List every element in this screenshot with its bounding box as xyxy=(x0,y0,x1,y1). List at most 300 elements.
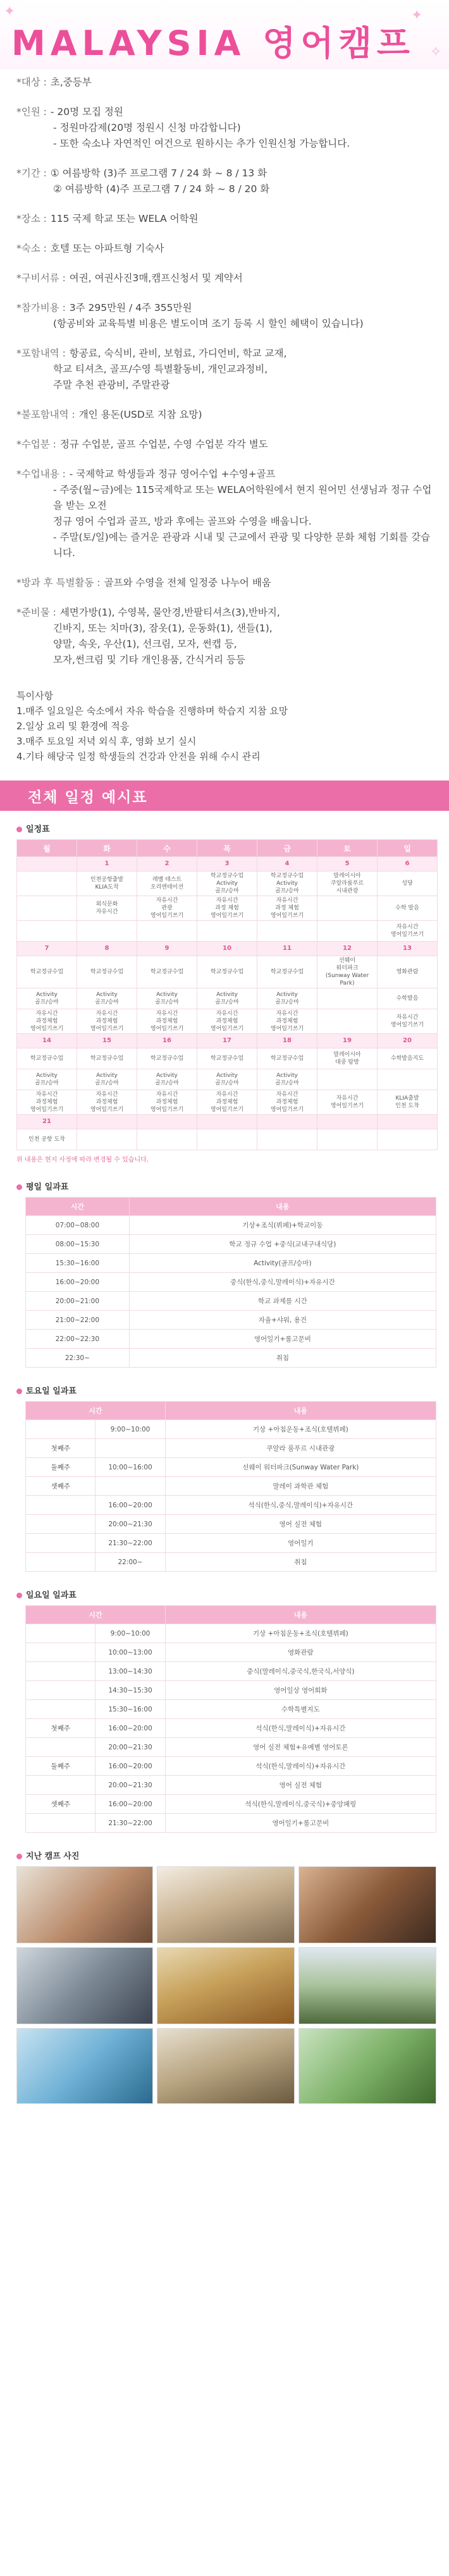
camp-photo xyxy=(298,2028,436,2104)
schedule-row xyxy=(26,1776,436,1795)
photos-title xyxy=(16,1849,449,1861)
calendar-activity: 학교정규수업 Activity 골프/승마 xyxy=(197,872,257,896)
calendar-activity: 학교정규수업 Activity 골프/승마 xyxy=(257,872,317,896)
schedule-activity: 선웨이 워터파크(Sunway Water Park) xyxy=(165,1458,436,1477)
schedule-header: 내용 xyxy=(165,1606,436,1624)
info-label: *구비서류 : xyxy=(16,272,66,284)
calendar-day-number: 16 xyxy=(137,1034,197,1048)
calendar-day-number xyxy=(317,1115,378,1129)
schedule-activity: 석식(한식,중식,말레이식)+자유시간 xyxy=(165,1496,436,1515)
info-label: *수업분 : xyxy=(16,439,56,450)
calendar-activity: 학교정규수업 xyxy=(197,1048,257,1069)
camp-photo xyxy=(157,1947,295,2024)
schedule-time: 15:30~16:00 xyxy=(95,1700,165,1719)
calendar-day-number: 6 xyxy=(378,857,438,872)
photo-gallery xyxy=(16,1866,436,2106)
calendar-day-number: 1 xyxy=(77,857,137,872)
bullet-icon xyxy=(16,1593,22,1598)
info-label: *숙소 : xyxy=(16,243,47,254)
schedule-time: 07:00~08:00 xyxy=(26,1216,130,1235)
calendar-activity: Activity 골프/승마 xyxy=(137,988,197,1009)
schedule-row xyxy=(26,1719,436,1738)
calendar-activity: 학교정규수업 xyxy=(77,956,137,988)
schedule-row xyxy=(26,1757,436,1776)
calendar-day-number xyxy=(137,1115,197,1129)
calendar-activity: 수학발음지도 xyxy=(378,1048,438,1069)
calendar-activity xyxy=(77,1129,137,1150)
calendar-day-number: 20 xyxy=(378,1034,438,1048)
schedule-activity: 석식(한식,말레이식)+자유시간 xyxy=(165,1719,436,1738)
calendar-activity: 학교정규수업 xyxy=(197,956,257,988)
star-icon: ✦ xyxy=(4,4,16,20)
saturday-title-text: 토요일 일과표 xyxy=(26,1387,77,1396)
schedule-activity: 영어 실전 체험+유예별 영어토론 xyxy=(165,1738,436,1757)
calendar-activity: Activity 골프/승마 xyxy=(77,988,137,1009)
schedule-row xyxy=(26,1458,436,1477)
schedule-row xyxy=(26,1814,436,1833)
schedule-time: 20:00~21:30 xyxy=(95,1515,165,1534)
schedule-row xyxy=(26,1273,436,1292)
calendar-activity: 자유시간 과정체험 영어일기쓰기 xyxy=(17,1090,77,1115)
schedule-activity: 영어 실전 체험 xyxy=(165,1515,436,1534)
calendar-day-number: 10 xyxy=(197,942,257,956)
info-line: 모자,썬크림 및 기타 개인용품, 간식거리 등등 xyxy=(53,654,246,665)
calendar-day-number: 18 xyxy=(257,1034,317,1048)
calendar-day-row xyxy=(17,942,438,956)
calendar-day-number: 19 xyxy=(317,1034,378,1048)
schedule-activity: 말레이 과학관 체험 xyxy=(165,1477,436,1496)
schedule-activity: 기상+조식(뷔페)+학교이동 xyxy=(129,1216,436,1235)
schedule-week xyxy=(26,1700,95,1719)
calendar-activity: 자유시간 과정 체험 영어일기쓰기 xyxy=(257,896,317,921)
camp-photo xyxy=(157,1866,295,1943)
calendar-activity xyxy=(197,921,257,942)
calendar-header-row xyxy=(17,840,438,857)
schedule-header-row xyxy=(26,1606,436,1624)
calendar-activity: 성당 xyxy=(378,872,438,896)
schedule-activity: 석식(한식,말레이식,중국식)+중앙패링 xyxy=(165,1795,436,1814)
schedule-activity: Activity(골프/승마) xyxy=(129,1254,436,1273)
schedule-week: 첫째주 xyxy=(26,1439,95,1458)
calendar-activity xyxy=(378,1129,438,1150)
schedule-activity: 기상 +아침운동+조식(호텔뷔페) xyxy=(165,1420,436,1439)
schedule-row xyxy=(26,1235,436,1254)
schedule-row xyxy=(26,1330,436,1349)
calendar-day-number xyxy=(378,1115,438,1129)
calendar-activity-row xyxy=(17,1009,438,1034)
calendar-activity: 학교정규수업 xyxy=(77,1048,137,1069)
schedule-week xyxy=(26,1553,95,1572)
schedule-time: 08:00~15:30 xyxy=(26,1235,130,1254)
calendar-activity: 자유시간 과정체험 영어일기쓰기 xyxy=(17,1009,77,1034)
calendar-activity xyxy=(17,921,77,942)
schedule-week xyxy=(26,1643,95,1662)
calendar-activity-row xyxy=(17,988,438,1009)
calendar-day-number: 2 xyxy=(137,857,197,872)
schedule-time: 16:00~20:00 xyxy=(26,1273,130,1292)
schedule-row xyxy=(26,1534,436,1553)
calendar-day-number xyxy=(197,1115,257,1129)
schedule-time: 22:00~ xyxy=(95,1553,165,1572)
schedule-activity: 학교 정규 수업 +중식(교내구내식당) xyxy=(129,1235,436,1254)
calendar-activity-row xyxy=(17,1090,438,1115)
info-label: *불포함내역 : xyxy=(16,409,75,420)
weekday-title-text: 평일 일과표 xyxy=(26,1182,69,1192)
calendar-activity: Activity 골프/승마 xyxy=(257,1069,317,1090)
calendar-activity: Activity 골프/승마 xyxy=(17,988,77,1009)
calendar-caption: 위 내용은 현지 사정에 따라 변경될 수 있습니다. xyxy=(16,1157,149,1163)
info-line: - 주중(월~금)에는 115국제학교 또는 WELA어학원에서 현지 원어민 선생님과 정규 수업을 받는 오전 xyxy=(53,484,432,511)
schedule-row xyxy=(26,1292,436,1311)
info-item xyxy=(16,605,433,668)
schedule-week xyxy=(26,1738,95,1757)
info-item xyxy=(16,300,433,332)
calendar-activity xyxy=(257,921,317,942)
schedule-activity: 영어일기+롤고문비 xyxy=(165,1814,436,1833)
calendar-day-number: 13 xyxy=(378,942,438,956)
schedule-activity: 영어일상 영어회화 xyxy=(165,1681,436,1700)
schedule-row xyxy=(26,1349,436,1368)
note-item: 3.매주 토요일 저녁 외식 후, 영화 보기 실시 xyxy=(16,736,197,747)
calendar-activity: 선웨이 워터파크 (Sunway Water Park) xyxy=(317,956,378,988)
info-line: 학교 티셔츠, 골프/수영 특별활동비, 개인교과정비, xyxy=(53,363,268,375)
info-label: *수업내용 : xyxy=(16,468,66,480)
calendar-title-text: 일정표 xyxy=(26,825,50,834)
calendar-day-number: 17 xyxy=(197,1034,257,1048)
bullet-icon xyxy=(16,1184,22,1190)
calendar-activity-row xyxy=(17,896,438,921)
calendar-day-number: 21 xyxy=(17,1115,77,1129)
schedule-week xyxy=(26,1515,95,1534)
schedule-row xyxy=(26,1311,436,1330)
calendar-activity xyxy=(317,921,378,942)
calendar-activity: 말레이시아 대중 탐방 xyxy=(317,1048,378,1069)
calendar-activity: 자유시간 과정체험 영어일기쓰기 xyxy=(77,1009,137,1034)
weekday-table xyxy=(25,1197,436,1368)
calendar-activity xyxy=(317,1069,378,1090)
calendar-activity: 자유시간 영어일기쓰기 xyxy=(378,1009,438,1034)
calendar-activity xyxy=(17,872,77,896)
schedule-header-row xyxy=(26,1402,436,1420)
schedule-week: 셋째주 xyxy=(26,1795,95,1814)
schedule-time: 20:00~21:30 xyxy=(95,1776,165,1795)
schedule-activity: 영화관람 xyxy=(165,1643,436,1662)
schedule-header: 시간 xyxy=(26,1606,166,1624)
calendar-day-row xyxy=(17,1115,438,1129)
calendar-activity: 학교정규수업 xyxy=(137,956,197,988)
weekday-title xyxy=(16,1180,449,1192)
calendar-activity-row xyxy=(17,1129,438,1150)
calendar-activity: 레벨 테스트 오리엔테이션 xyxy=(137,872,197,896)
schedule-week xyxy=(26,1420,95,1439)
calendar-day-number: 7 xyxy=(17,942,77,956)
schedule-row xyxy=(26,1477,436,1496)
info-line: - 국제학교 학생들과 정규 영어수업 +수영+골프 xyxy=(69,468,276,480)
schedule-time: 22:30~ xyxy=(26,1349,130,1368)
calendar-activity: 영화관람 xyxy=(378,956,438,988)
info-line: 정규 영어 수업과 골프, 방과 후에는 골프와 수영을 배웁니다. xyxy=(53,516,312,527)
calendar-activity: 말레이시아 쿠알라룸푸르 시내관광 xyxy=(317,872,378,896)
schedule-activity: 쿠알라 룸푸르 시내관광 xyxy=(165,1439,436,1458)
info-label: *기간 : xyxy=(16,167,47,179)
schedule-row xyxy=(26,1496,436,1515)
calendar-activity-row xyxy=(17,921,438,942)
calendar-day-number: 4 xyxy=(257,857,317,872)
photos-title-text: 지난 캠프 사진 xyxy=(26,1852,80,1861)
schedule-time: 16:00~20:00 xyxy=(95,1757,165,1776)
calendar-activity xyxy=(378,1069,438,1090)
schedule-week: 셋째주 xyxy=(26,1477,95,1496)
info-label: *포함내역 : xyxy=(16,348,66,359)
calendar-day-number: 3 xyxy=(197,857,257,872)
schedule-activity: 중식(한식,중식,말레이식)+자유시간 xyxy=(129,1273,436,1292)
calendar-weekday: 월 xyxy=(17,840,77,857)
schedule-row xyxy=(26,1700,436,1719)
info-item xyxy=(16,466,433,561)
info-line: - 또한 숙소나 자연적인 여건으로 원하시는 추가 인원신청 가능합니다. xyxy=(53,138,350,149)
info-line: 주말 추천 관광비, 주말관광 xyxy=(53,379,170,391)
calendar-activity: 자유시간 과정체험 영어일기쓰기 xyxy=(197,1009,257,1034)
calendar-title xyxy=(16,822,449,834)
calendar-day-number: 14 xyxy=(17,1034,77,1048)
info-item xyxy=(16,575,433,591)
calendar-activity: 수학발음 xyxy=(378,988,438,1009)
calendar-activity-row xyxy=(17,956,438,988)
schedule-week xyxy=(26,1814,95,1833)
schedule-activity: 중식(말레이식,중국식,한국식,서양식) xyxy=(165,1662,436,1681)
page-title: MALAYSIA 영어캠프 xyxy=(11,23,415,63)
schedule-time: 21:00~22:00 xyxy=(26,1311,130,1330)
note-item: 4.기타 해당국 일정 학생들의 건강과 안전을 위해 수시 관리 xyxy=(16,751,261,762)
schedule-time: 9:00~10:00 xyxy=(95,1624,165,1643)
info-line: - 주말(토/일)에는 즐거운 관광과 시내 및 근교에서 관광 및 다양한 문화 체험 기회를 갖습니다. xyxy=(53,532,431,559)
schedule-time: 14:30~15:30 xyxy=(95,1681,165,1700)
camp-photo xyxy=(157,2028,295,2104)
info-line: ② 여름방학 (4)주 프로그램 7 / 24 화 ~ 8 / 20 화 xyxy=(53,183,270,195)
note-item: 2.일상 요리 및 환경에 적응 xyxy=(16,720,130,732)
calendar-activity: Activity 골프/승마 xyxy=(77,1069,137,1090)
info-line: ① 여름방학 (3)주 프로그램 7 / 24 화 ~ 8 / 13 화 xyxy=(50,167,268,179)
calendar-day-number: 11 xyxy=(257,942,317,956)
schedule-activity: 영어일기+롤고문비 xyxy=(129,1330,436,1349)
info-line: 호텔 또는 아파트형 기숙사 xyxy=(50,243,164,254)
notes-heading: 특이사항 xyxy=(16,690,53,702)
info-line: 개인 용돈(USD로 지참 요망) xyxy=(78,409,202,420)
schedule-activity: 영어 실전 체험 xyxy=(165,1776,436,1795)
calendar-activity: 자유시간 과정체험 영어일기쓰기 xyxy=(77,1090,137,1115)
info-item xyxy=(16,346,433,393)
schedule-week xyxy=(26,1624,95,1643)
calendar-activity: 학교정규수업 xyxy=(257,956,317,988)
calendar-activity xyxy=(137,921,197,942)
calendar-weekday: 금 xyxy=(257,840,317,857)
info-item xyxy=(16,241,433,257)
calendar-day-number xyxy=(77,1115,137,1129)
info-label: *방과 후 특별활동 : xyxy=(16,577,101,588)
calendar-activity: 자유시간 과정체험 영어일기쓰기 xyxy=(137,1090,197,1115)
schedule-header: 내용 xyxy=(129,1198,436,1216)
schedule-week xyxy=(26,1662,95,1681)
schedule-week: 첫째주 xyxy=(26,1719,95,1738)
schedule-time: 16:00~20:00 xyxy=(95,1496,165,1515)
schedule-time: 21:30~22:00 xyxy=(95,1814,165,1833)
schedule-activity: 수학특별지도 xyxy=(165,1700,436,1719)
camp-photo xyxy=(16,1947,153,2024)
calendar-day-row xyxy=(17,1034,438,1048)
calendar-weekday: 화 xyxy=(77,840,137,857)
calendar-activity xyxy=(197,1129,257,1150)
info-item xyxy=(16,75,433,90)
schedule-time: 16:00~20:00 xyxy=(95,1795,165,1814)
calendar-activity-row xyxy=(17,1048,438,1069)
schedule-time: 21:30~22:00 xyxy=(95,1534,165,1553)
schedule-activity: 취침 xyxy=(129,1349,436,1368)
special-notes xyxy=(0,688,449,764)
schedule-time: 10:00~16:00 xyxy=(95,1458,165,1477)
schedule-header: 시간 xyxy=(26,1402,166,1420)
banner-title: 전체 일정 예시표 xyxy=(28,789,148,806)
schedule-row xyxy=(26,1624,436,1643)
schedule-time: 16:00~20:00 xyxy=(95,1719,165,1738)
calendar-day-number: 8 xyxy=(77,942,137,956)
schedule-activity: 자율+샤워, 용건 xyxy=(129,1311,436,1330)
calendar-weekday: 토 xyxy=(317,840,378,857)
calendar-activity xyxy=(317,896,378,921)
info-label: *장소 : xyxy=(16,213,47,224)
saturday-table xyxy=(25,1401,436,1572)
info-line: - 정원마감제(20명 정원시 신청 마감합니다) xyxy=(53,122,241,133)
sunday-title-text: 일요일 일과표 xyxy=(26,1591,77,1600)
camp-photo xyxy=(298,1866,436,1943)
schedule-activity: 취침 xyxy=(165,1553,436,1572)
schedule-row xyxy=(26,1643,436,1662)
schedule-week: 둘째주 xyxy=(26,1757,95,1776)
schedule-time xyxy=(95,1477,165,1496)
schedule-row xyxy=(26,1738,436,1757)
bullet-icon xyxy=(16,827,22,832)
calendar-day-number: 9 xyxy=(137,942,197,956)
schedule-time: 22:00~22:30 xyxy=(26,1330,130,1349)
info-line: 정규 수업분, 골프 수업분, 수영 수업분 각각 별도 xyxy=(59,439,268,450)
note-item: 1.매주 일요일은 숙소에서 자유 학습을 진행하며 학습지 지참 요망 xyxy=(16,705,288,717)
calendar-activity: 외식문화 자유시간 xyxy=(77,896,137,921)
info-label: *준비물 : xyxy=(16,607,56,618)
schedule-week xyxy=(26,1776,95,1795)
calendar-activity: 자유시간 과정 체험 영어일기쓰기 xyxy=(197,896,257,921)
calendar-day-number: 12 xyxy=(317,942,378,956)
schedule-row xyxy=(26,1662,436,1681)
info-item xyxy=(16,270,433,286)
info-label: *참가비용 : xyxy=(16,302,66,313)
calendar-activity: 인천 공항 도착 xyxy=(17,1129,77,1150)
schedule-time: 13:00~14:30 xyxy=(95,1662,165,1681)
calendar-table xyxy=(16,839,438,1150)
info-item xyxy=(16,407,433,423)
info-label: *인원 : xyxy=(16,106,47,118)
calendar-activity: Activity 골프/승마 xyxy=(257,988,317,1009)
info-item xyxy=(16,211,433,227)
schedule-row xyxy=(26,1420,436,1439)
sunday-table xyxy=(25,1605,436,1833)
saturday-title xyxy=(16,1384,449,1396)
schedule-row xyxy=(26,1795,436,1814)
info-item xyxy=(16,104,433,152)
calendar-activity xyxy=(317,1009,378,1034)
schedule-time: 20:00~21:00 xyxy=(26,1292,130,1311)
calendar-activity: 자유시간 과정체험 영어일기쓰기 xyxy=(257,1009,317,1034)
camp-photo xyxy=(298,1947,436,2024)
calendar-weekday: 목 xyxy=(197,840,257,857)
calendar-day-number xyxy=(17,857,77,872)
calendar-activity xyxy=(17,896,77,921)
calendar-activity: 자유시간 과정체험 영어일기쓰기 xyxy=(197,1090,257,1115)
star-icon: ✦ xyxy=(411,8,423,23)
bullet-icon xyxy=(16,1854,22,1859)
info-line: 115 국제 학교 또는 WELA 어학원 xyxy=(50,213,199,224)
schedule-week xyxy=(26,1496,95,1515)
calendar-activity: 자유시간 관광 영어일기쓰기 xyxy=(137,896,197,921)
schedule-week xyxy=(26,1534,95,1553)
bullet-icon xyxy=(16,1388,22,1394)
calendar-activity xyxy=(317,1129,378,1150)
info-label: *대상 : xyxy=(16,76,47,88)
calendar-activity: Activity 골프/승마 xyxy=(197,1069,257,1090)
info-line: - 20명 모집 정원 xyxy=(50,106,123,118)
calendar-activity: 학교정규수업 xyxy=(257,1048,317,1069)
schedule-row xyxy=(26,1254,436,1273)
calendar-activity-row xyxy=(17,1069,438,1090)
schedule-time: 9:00~10:00 xyxy=(95,1420,165,1439)
schedule-row xyxy=(26,1681,436,1700)
info-line: 여권, 여권사진3매,캠프신청서 및 계약서 xyxy=(69,272,243,284)
schedule-row xyxy=(26,1553,436,1572)
calendar-activity: 자유시간 과정체험 영어일기쓰기 xyxy=(137,1009,197,1034)
camp-photo xyxy=(16,2028,153,2104)
schedule-time: 20:00~21:30 xyxy=(95,1738,165,1757)
calendar-activity xyxy=(317,988,378,1009)
info-line: 세면가방(1), 수영복, 물안경,반팔티셔츠(3),반바지, xyxy=(59,607,280,618)
schedule-week: 둘째주 xyxy=(26,1458,95,1477)
info-line: 초,중등부 xyxy=(50,76,92,88)
schedule-activity: 석식(한식,말레이식)+자유시간 xyxy=(165,1757,436,1776)
schedule-row xyxy=(26,1216,436,1235)
schedule-time: 10:00~13:00 xyxy=(95,1643,165,1662)
calendar-day-number: 5 xyxy=(317,857,378,872)
schedule-row xyxy=(26,1439,436,1458)
schedule-week xyxy=(26,1681,95,1700)
info-item xyxy=(16,166,433,197)
info-line: 긴바지, 또는 치마(3), 잠옷(1), 운동화(1), 샌들(1), xyxy=(53,623,273,634)
calendar-activity-row xyxy=(17,872,438,896)
schedule-activity: 영어일기 xyxy=(165,1534,436,1553)
info-line: (항공비와 교육특별 비용은 별도이며 조기 등록 시 할인 혜택이 있습니다) xyxy=(53,318,364,329)
calendar-activity: 인천공항출발 KLIA도착 xyxy=(77,872,137,896)
camp-info xyxy=(0,70,449,688)
calendar-activity: 학교정규수업 xyxy=(137,1048,197,1069)
info-item xyxy=(16,437,433,453)
header xyxy=(0,0,449,70)
calendar-activity: Activity 골프/승마 xyxy=(17,1069,77,1090)
calendar-activity: 자유시간 영어일기쓰기 xyxy=(317,1090,378,1115)
schedule-activity: 기상 +아침운동+조식(호텔뷔페) xyxy=(165,1624,436,1643)
schedule-row xyxy=(26,1515,436,1534)
calendar-activity: Activity 골프/승마 xyxy=(137,1069,197,1090)
schedule-time: 15:30~16:00 xyxy=(26,1254,130,1273)
schedule-header: 시간 xyxy=(26,1198,130,1216)
calendar-activity: KLIA출발 인천 도착 xyxy=(378,1090,438,1115)
star-icon: ✧ xyxy=(430,44,442,60)
calendar-activity: 자유시간 영어일기쓰기 xyxy=(378,921,438,942)
